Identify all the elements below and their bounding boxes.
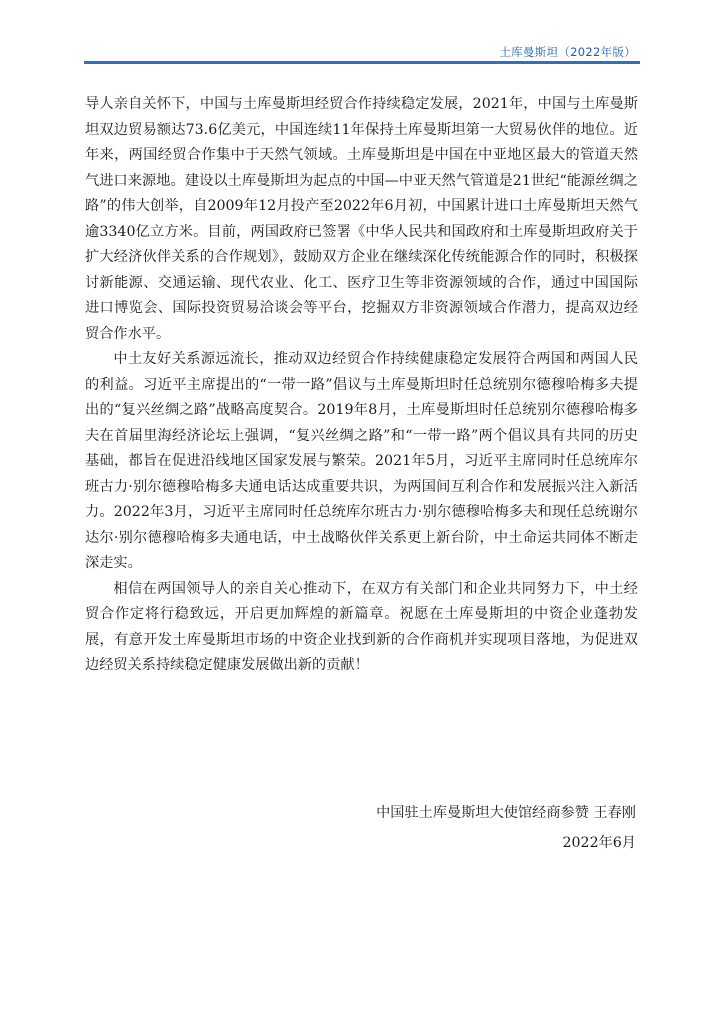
paragraph-friendship: 中土友好关系源远流长，推动双边经贸合作持续健康稳定发展符合两国和两国人民的利益。习近平主席提出的“一带一路”倡议与土库曼斯坦时任总统别尔德穆哈梅多夫提出的“复兴丝绸之路”战略高度契合。2019年8月，土库曼斯坦时任总统别尔德穆哈梅多夫在首届里海经济论坛上强调，“复兴丝绸之路”和“一带一路”两个倡议具有共同的历史基础，都旨在促进沿线地区国家发展与繁荣。2021年5月，习近平主席同时任总统库尔班古力·别尔德穆哈梅多夫通电话达成重要共识，为两国间互利合作和发展振兴注入新活力。2022年3月，习近平主席同时任总统库尔班古力·别尔德穆哈梅多夫和现任总统谢尔达尔·别尔德穆哈梅多夫通电话，中土战略伙伴关系更上新台阶，中土命运共同体不断走深走实。 [85, 351, 638, 571]
signature-block [376, 798, 636, 858]
document-body [85, 92, 638, 679]
page-header [0, 0, 724, 66]
running-header-title: 土库曼斯坦（2022年版） [499, 45, 636, 59]
signature-date: 2022年6月 [562, 835, 636, 851]
header-rule [84, 61, 640, 64]
paragraph-outlook: 相信在两国领导人的亲自关心推动下，在双方有关部门和企业共同努力下，中土经贸合作定将行稳致远，开启更加辉煌的新篇章。祝愿在土库曼斯坦的中资企业蓬勃发展，有意开发土库曼斯坦市场的中资企业找到新的合作商机并实现项目落地，为促进双边经贸关系持续稳定健康发展做出新的贡献！ [85, 580, 638, 673]
signature-author: 中国驻土库曼斯坦大使馆经商参赞 王春刚 [376, 805, 636, 821]
paragraph-continued: 导人亲自关怀下，中国与土库曼斯坦经贸合作持续稳定发展，2021年，中国与土库曼斯坦双边贸易额达73.6亿美元，中国连续11年保持土库曼斯坦第一大贸易伙伴的地位。近年来，两国经贸合作集中于天然气领域。土库曼斯坦是中国在中亚地区最大的管道天然气进口来源地。建设以土库曼斯坦为起点的中国—中亚天然气管道是21世纪“能源丝绸之路”的伟大创举，自2009年12月投产至2022年6月初，中国累计进口土库曼斯坦天然气逾3340亿立方米。目前，两国政府已签署《中华人民共和国政府和土库曼斯坦政府关于扩大经济伙伴关系的合作规划》，鼓励双方企业在继续深化传统能源合作的同时，积极探讨新能源、交通运输、现代农业、化工、医疗卫生等非资源领域的合作，通过中国国际进口博览会、国际投资贸易洽谈会等平台，挖掘双方非资源领域合作潜力，提高双边经贸合作水平。 [85, 96, 638, 342]
